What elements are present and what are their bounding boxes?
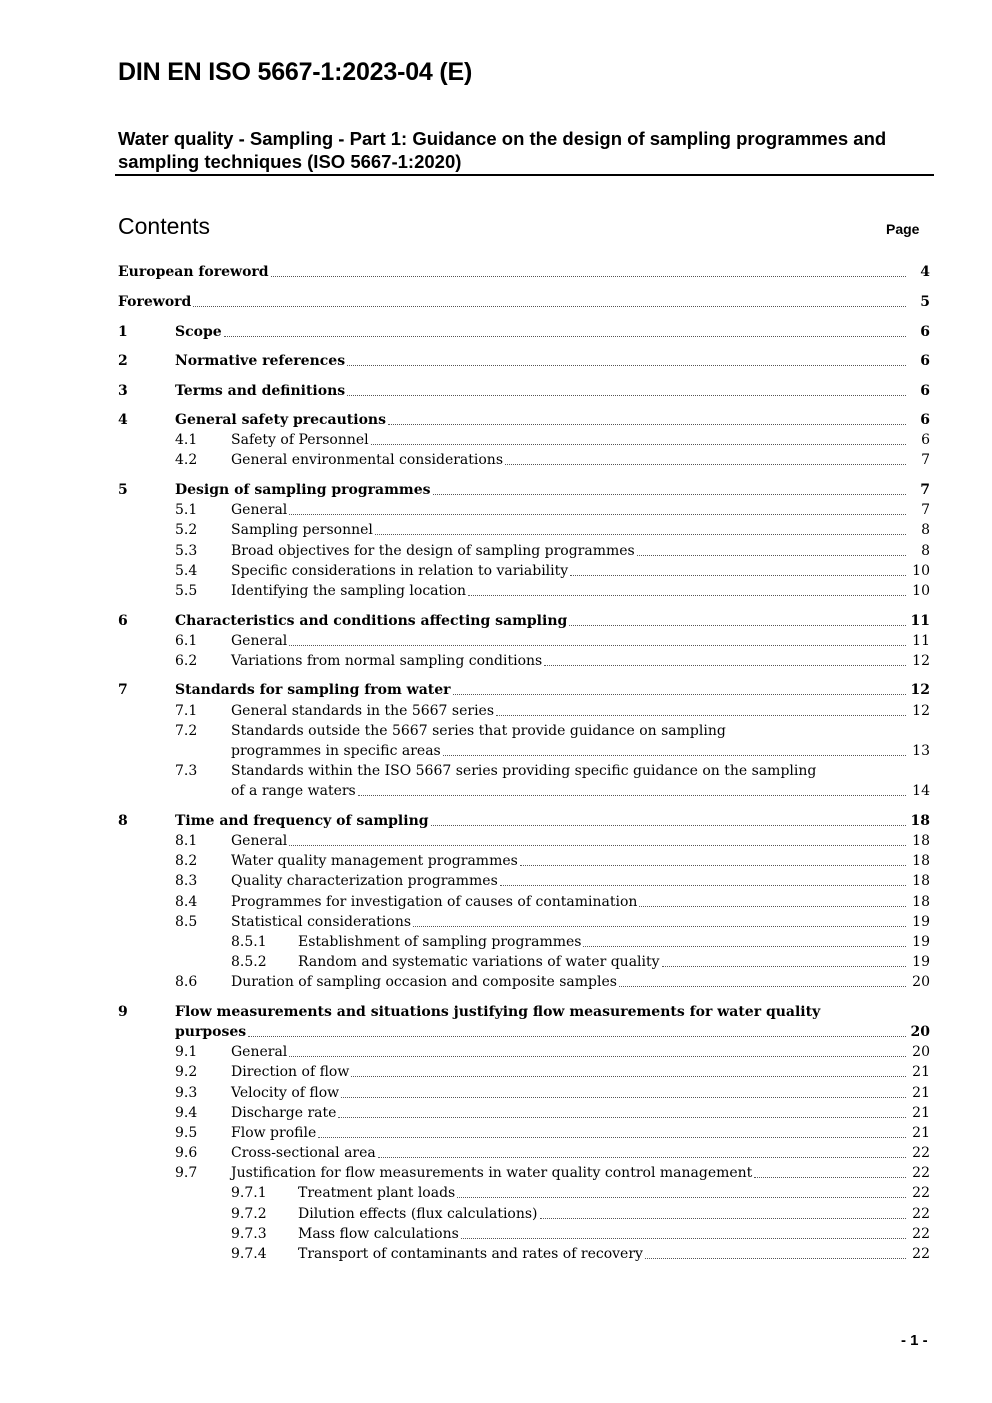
toc-entry[interactable] xyxy=(0,322,992,342)
toc-entry-title: Transport of contaminants and rates of recovery xyxy=(298,1246,643,1262)
toc-entry-number: 9.3 xyxy=(175,1085,198,1101)
toc-entry-title: Establishment of sampling programmes xyxy=(298,934,582,950)
dot-leader xyxy=(662,966,906,967)
dot-leader xyxy=(318,1137,906,1138)
toc-entry-number: 6 xyxy=(118,613,128,629)
toc-entry-page: 18 xyxy=(912,833,930,849)
toc-entry[interactable] xyxy=(0,500,992,520)
dot-leader xyxy=(271,276,906,277)
toc-entry-title: Variations from normal sampling conditions xyxy=(231,653,543,669)
toc-entry[interactable] xyxy=(0,520,992,540)
toc-entry-page: 19 xyxy=(912,954,930,970)
toc-entry-page: 19 xyxy=(912,934,930,950)
toc-entry-page: 7 xyxy=(921,502,930,518)
dot-leader xyxy=(338,1117,906,1118)
dot-leader xyxy=(461,1238,906,1239)
toc-entry-title: General safety precautions xyxy=(175,412,386,428)
toc-entry-page: 6 xyxy=(920,324,930,340)
toc-entry[interactable] xyxy=(0,541,992,561)
toc-entry-number: 7 xyxy=(118,682,128,698)
dot-leader xyxy=(224,336,906,337)
toc-entry-number: 9.5 xyxy=(175,1125,198,1141)
toc-entry-page: 22 xyxy=(912,1185,930,1201)
toc-entry-number: 5 xyxy=(118,482,128,498)
toc-entry-page: 7 xyxy=(921,452,930,468)
toc-entry-number: 4 xyxy=(118,412,128,428)
toc-entry[interactable] xyxy=(0,1204,992,1224)
dot-leader xyxy=(347,365,906,366)
toc-entry-page: 18 xyxy=(912,853,930,869)
toc-entry-title: Velocity of flow xyxy=(231,1085,340,1101)
dot-leader xyxy=(496,715,906,716)
toc-entry-page: 22 xyxy=(912,1165,930,1181)
toc-entry[interactable] xyxy=(0,1103,992,1123)
toc-entry-title: Treatment plant loads xyxy=(298,1185,456,1201)
toc-entry-number: 8.5.2 xyxy=(231,954,267,970)
toc-entry-number: 6.2 xyxy=(175,653,198,669)
document-title: Water quality - Sampling - Part 1: Guidance on the design of sampling programmes and sampling techniques (ISO 5667-1:2020) xyxy=(118,128,887,172)
toc-entry[interactable] xyxy=(0,721,992,741)
toc-entry-title: Standards for sampling from water xyxy=(175,682,451,698)
toc-entry-title: Flow profile xyxy=(231,1125,317,1141)
dot-leader xyxy=(388,424,906,425)
toc-entry-page: 8 xyxy=(921,543,930,559)
dot-leader xyxy=(639,906,906,907)
toc-entry[interactable] xyxy=(0,1143,992,1163)
toc-entry-title: General xyxy=(231,502,288,518)
toc-entry-title: Random and systematic variations of water quality xyxy=(298,954,660,970)
toc-entry-number: 9.7.4 xyxy=(231,1246,267,1262)
toc-entry[interactable] xyxy=(0,811,992,831)
dot-leader xyxy=(193,306,906,307)
toc-entry-title: Statistical considerations xyxy=(231,914,412,930)
dot-leader xyxy=(505,464,906,465)
toc-entry-page: 21 xyxy=(912,1064,930,1080)
toc-entry-title-cont: programmes in specific areas xyxy=(231,743,441,759)
toc-entry-page: 18 xyxy=(910,813,930,829)
dot-leader xyxy=(375,534,906,535)
toc-entry-title-cont: purposes xyxy=(175,1024,247,1040)
toc-entry-title: Mass flow calculations xyxy=(298,1226,459,1242)
dot-leader xyxy=(378,1157,906,1158)
toc-entry-title: Safety of Personnel xyxy=(231,432,369,448)
toc-entry-page: 13 xyxy=(912,743,930,759)
dot-leader xyxy=(289,645,906,646)
toc-entry-page: 20 xyxy=(910,1024,930,1040)
toc-entry[interactable] xyxy=(0,851,992,871)
toc-entry-page: 4 xyxy=(920,264,930,280)
toc-entry[interactable] xyxy=(0,351,992,371)
dot-leader xyxy=(468,595,906,596)
dot-leader xyxy=(413,926,906,927)
toc-entry-number: 5.4 xyxy=(175,563,198,579)
toc-entry[interactable] xyxy=(0,1042,992,1062)
toc-entry-page: 18 xyxy=(912,873,930,889)
toc-entry-page: 22 xyxy=(912,1145,930,1161)
toc-entry[interactable] xyxy=(0,561,992,581)
toc-entry-number: 8.5.1 xyxy=(231,934,267,950)
toc-entry-title: Standards within the ISO 5667 series providing specific guidance on the sampling xyxy=(231,763,817,779)
toc-entry[interactable] xyxy=(0,1123,992,1143)
toc-entry-number: 2 xyxy=(118,353,128,369)
toc-entry[interactable] xyxy=(0,430,992,450)
toc-entry-page: 10 xyxy=(912,583,930,599)
toc-entry-page: 6 xyxy=(921,432,930,448)
toc-entry-page: 21 xyxy=(912,1105,930,1121)
toc-entry[interactable] xyxy=(0,831,992,851)
toc-entry-page: 6 xyxy=(920,383,930,399)
toc-entry-page: 12 xyxy=(912,653,930,669)
toc-entry-page: 10 xyxy=(912,563,930,579)
toc-entry-number: 9.7 xyxy=(175,1165,198,1181)
dot-leader xyxy=(289,845,906,846)
toc-entry-title: Terms and definitions xyxy=(175,383,346,399)
toc-entry[interactable] xyxy=(0,952,992,972)
toc-entry-page: 21 xyxy=(912,1125,930,1141)
toc-entry-page: 8 xyxy=(921,522,930,538)
toc-entry-number: 8.1 xyxy=(175,833,198,849)
toc-entry-number: 9.7.3 xyxy=(231,1226,267,1242)
toc-entry-number: 7.1 xyxy=(175,703,198,719)
toc-entry-number: 9.7.2 xyxy=(231,1206,267,1222)
toc-entry[interactable] xyxy=(0,410,992,430)
footer-page-number: - 1 - xyxy=(901,1332,928,1349)
toc-entry-title-cont: of a range waters xyxy=(231,783,356,799)
toc-entry[interactable] xyxy=(0,581,992,601)
toc-entry-page: 18 xyxy=(912,894,930,910)
toc-entry[interactable] xyxy=(0,611,992,631)
toc-entry-number: 9.7.1 xyxy=(231,1185,267,1201)
toc-entry[interactable] xyxy=(0,1183,992,1203)
toc-entry-title: Cross-sectional area xyxy=(231,1145,376,1161)
toc-entry-page: 22 xyxy=(912,1206,930,1222)
toc-entry-number: 9 xyxy=(118,1004,128,1020)
dot-leader xyxy=(645,1258,906,1259)
toc-entry-title: Standards outside the 5667 series that provide guidance on sampling xyxy=(231,723,726,739)
dot-leader xyxy=(371,444,906,445)
toc-entry[interactable] xyxy=(0,871,992,891)
toc-entry-continuation[interactable] xyxy=(0,781,992,801)
dot-leader xyxy=(500,885,906,886)
toc-entry-title: Specific considerations in relation to variability xyxy=(231,563,569,579)
toc-entry[interactable] xyxy=(0,932,992,952)
toc-entry-title: European foreword xyxy=(118,264,269,280)
toc-entry[interactable] xyxy=(0,761,992,781)
toc-entry[interactable] xyxy=(0,292,992,312)
dot-leader xyxy=(457,1197,906,1198)
toc-entry-page: 20 xyxy=(912,974,930,990)
dot-leader xyxy=(520,865,906,866)
dot-leader xyxy=(637,555,906,556)
toc-entry-title: General xyxy=(231,1044,288,1060)
dot-leader xyxy=(544,665,906,666)
toc-entry-title: Identifying the sampling location xyxy=(231,583,467,599)
toc-entry-number: 8.3 xyxy=(175,873,198,889)
toc-entry-page: 6 xyxy=(920,353,930,369)
toc-entry-page: 22 xyxy=(912,1246,930,1262)
dot-leader xyxy=(540,1218,906,1219)
toc-entry[interactable] xyxy=(0,912,992,932)
toc-entry[interactable] xyxy=(0,381,992,401)
dot-leader xyxy=(341,1097,906,1098)
toc-entry-number: 3 xyxy=(118,383,128,399)
toc-entry[interactable] xyxy=(0,1002,992,1022)
toc-entry-page: 6 xyxy=(920,412,930,428)
toc-entry-number: 6.1 xyxy=(175,633,198,649)
toc-entry[interactable] xyxy=(0,892,992,912)
toc-entry-number: 9.1 xyxy=(175,1044,198,1060)
toc-entry-page: 12 xyxy=(912,703,930,719)
dot-leader xyxy=(443,755,906,756)
toc-entry-page: 11 xyxy=(910,613,930,629)
toc-entry-page: 20 xyxy=(912,1044,930,1060)
dot-leader xyxy=(569,625,906,626)
toc-entry[interactable] xyxy=(0,1083,992,1103)
dot-leader xyxy=(347,395,906,396)
toc-entry-page: 12 xyxy=(910,682,930,698)
toc-entry-title: Broad objectives for the design of sampling programmes xyxy=(231,543,635,559)
toc-entry[interactable] xyxy=(0,651,992,671)
toc-entry-page: 19 xyxy=(912,914,930,930)
toc-entry-page: 21 xyxy=(912,1085,930,1101)
toc-entry[interactable] xyxy=(0,480,992,500)
toc-entry-title: Direction of flow xyxy=(231,1064,350,1080)
toc-entry[interactable] xyxy=(0,701,992,721)
toc-entry-number: 7.2 xyxy=(175,723,198,739)
toc-entry-page: 7 xyxy=(920,482,930,498)
toc-entry-title: Scope xyxy=(175,324,222,340)
toc-entry[interactable] xyxy=(0,631,992,651)
dot-leader xyxy=(351,1076,906,1077)
toc-entry-number: 4.2 xyxy=(175,452,198,468)
dot-leader xyxy=(754,1177,906,1178)
toc-entry-continuation[interactable] xyxy=(0,741,992,761)
toc-entry-number: 9.2 xyxy=(175,1064,198,1080)
dot-leader xyxy=(619,986,906,987)
toc-entry[interactable] xyxy=(0,450,992,470)
toc-entry-number: 5.2 xyxy=(175,522,198,538)
toc-entry-title: Foreword xyxy=(118,294,192,310)
toc-entry-title: Water quality management programmes xyxy=(231,853,518,869)
toc-entry-title: Characteristics and conditions affecting sampling xyxy=(175,613,568,629)
toc-entry[interactable] xyxy=(0,1244,992,1264)
dot-leader xyxy=(248,1036,906,1037)
toc-entry[interactable] xyxy=(0,1062,992,1082)
toc-entry-title: Normative references xyxy=(175,353,346,369)
toc-entry-page: 11 xyxy=(912,633,930,649)
toc-entry-number: 5.3 xyxy=(175,543,198,559)
toc-entry-title: Time and frequency of sampling xyxy=(175,813,429,829)
toc-entry-title: Programmes for investigation of causes of contamination xyxy=(231,894,638,910)
toc-entry-number: 8.5 xyxy=(175,914,198,930)
toc-entry-title: Duration of sampling occasion and composite samples xyxy=(231,974,617,990)
toc-entry-title: Quality characterization programmes xyxy=(231,873,498,889)
toc-entry-number: 4.1 xyxy=(175,432,198,448)
toc-entry-number: 8.4 xyxy=(175,894,198,910)
dot-leader xyxy=(453,694,906,695)
toc-entry-page: 5 xyxy=(920,294,930,310)
toc-entry-page: 14 xyxy=(912,783,930,799)
toc-entry-continuation[interactable] xyxy=(0,1022,992,1042)
document-identifier: DIN EN ISO 5667-1:2023-04 (E) xyxy=(118,58,473,86)
dot-leader xyxy=(289,1056,906,1057)
dot-leader xyxy=(583,946,906,947)
toc-entry-number: 9.6 xyxy=(175,1145,198,1161)
dot-leader xyxy=(433,494,906,495)
dot-leader xyxy=(358,795,906,796)
toc-entry-number: 7.3 xyxy=(175,763,198,779)
toc-entry[interactable] xyxy=(0,1163,992,1183)
toc-entry[interactable] xyxy=(0,972,992,992)
toc-entry[interactable] xyxy=(0,1224,992,1244)
toc-entry-number: 9.4 xyxy=(175,1105,198,1121)
contents-heading: Contents xyxy=(118,213,211,239)
toc-entry-number: 8 xyxy=(118,813,128,829)
toc-entry-number: 8.2 xyxy=(175,853,198,869)
dot-leader xyxy=(431,825,906,826)
toc-entry-title: General xyxy=(231,833,288,849)
toc-entry-number: 1 xyxy=(118,324,128,340)
toc-entry-number: 5.1 xyxy=(175,502,198,518)
toc-entry-number: 5.5 xyxy=(175,583,198,599)
toc-entry-title: General standards in the 5667 series xyxy=(231,703,495,719)
toc-entry[interactable] xyxy=(0,680,992,700)
toc-entry-title: Sampling personnel xyxy=(231,522,373,538)
toc-entry-number: 8.6 xyxy=(175,974,198,990)
toc-entry[interactable] xyxy=(0,262,992,282)
toc-entry-title: Flow measurements and situations justifying flow measurements for water quality xyxy=(175,1004,821,1020)
toc-entry-title: Discharge rate xyxy=(231,1105,337,1121)
toc-entry-title: Dilution effects (flux calculations) xyxy=(298,1206,538,1222)
toc-entry-title: General environmental considerations xyxy=(231,452,504,468)
toc-entry-title: General xyxy=(231,633,288,649)
page-column-label: Page xyxy=(886,221,920,237)
toc-entry-title: Design of sampling programmes xyxy=(175,482,431,498)
dot-leader xyxy=(570,575,906,576)
toc-entry-page: 22 xyxy=(912,1226,930,1242)
dot-leader xyxy=(289,514,906,515)
toc-entry-title: Justification for flow measurements in water quality control management xyxy=(231,1165,753,1181)
